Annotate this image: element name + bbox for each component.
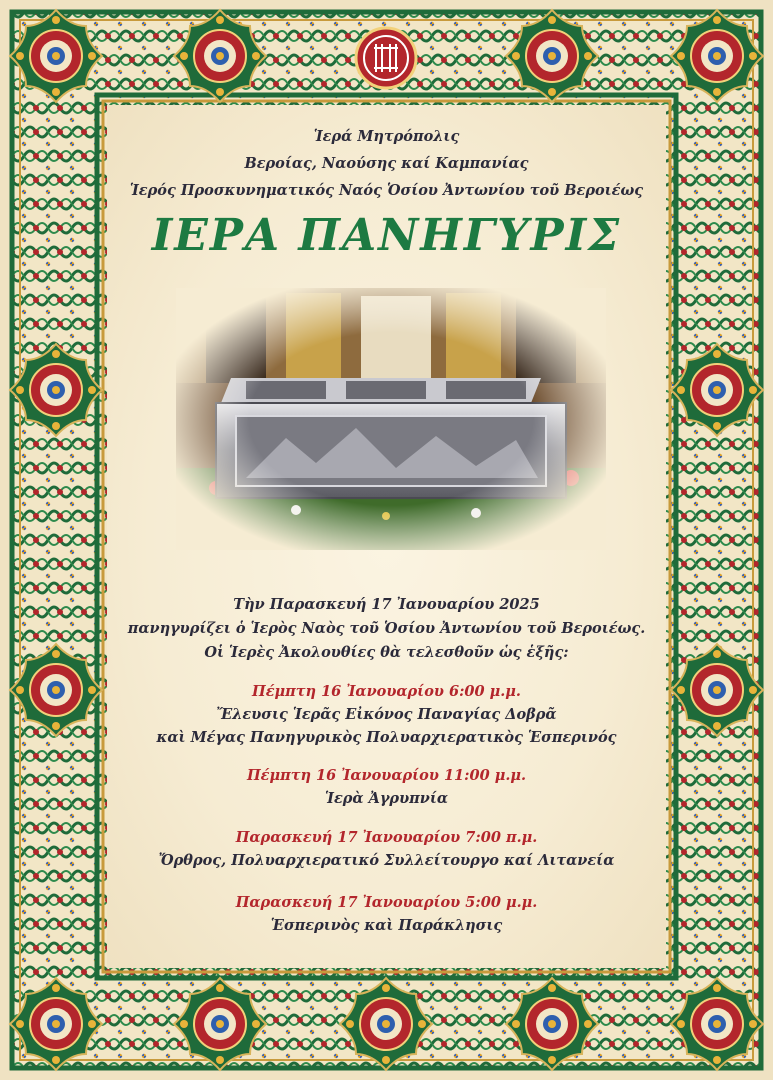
schedule-when: Πέμπτη 16 Ἰανουαρίου 11:00 μ.μ.	[246, 767, 527, 784]
intro-line-3: Οἱ Ἱερὲς Ἀκολουθίες θὰ τελεσθοῦν ὡς ἑξῆς:	[204, 644, 569, 661]
metropolis-emblem-icon	[356, 28, 416, 88]
header-line-1: Ἱερά Μητρόπολις	[313, 128, 460, 145]
schedule-what: Ὄρθρος, Πολυαρχιερατικό Συλλείτουργο καί Λιτανεία	[158, 852, 615, 869]
header-line-2: Βεροίας, Ναούσης καί Καμπανίας	[244, 155, 529, 172]
poster-title: ΙΕΡΑ ΠΑΝΗΓΥΡΙΣ	[151, 210, 622, 261]
schedule-when: Πέμπτη 16 Ἰανουαρίου 6:00 μ.μ.	[252, 683, 521, 700]
schedule-when: Παρασκευή 17 Ἰανουαρίου 7:00 π.μ.	[235, 829, 538, 846]
reliquary-photo	[176, 288, 606, 550]
intro-line-1: Τὴν Παρασκευή 17 Ἰανουαρίου 2025	[233, 596, 540, 613]
schedule-when: Παρασκευή 17 Ἰανουαρίου 5:00 μ.μ.	[235, 894, 538, 911]
schedule-what: Ἱερὰ Ἀγρυπνία	[325, 790, 448, 807]
intro-line-2: πανηγυρίζει ὁ Ἱερὸς Ναὸς τοῦ Ὁσίου Ἀντωνίου τοῦ Βεροιέως.	[127, 620, 646, 637]
schedule-what: Ἔλευσις Ἱερᾶς Εἰκόνος Παναγίας Δοβρᾶ	[216, 706, 557, 723]
schedule-what: καὶ Μέγας Πανηγυρικὸς Πολυαρχιερατικὸς Ἑσπερινός	[156, 729, 617, 746]
header-line-3: Ἱερός Προσκυνηματικός Ναός Ὁσίου Ἀντωνίου τοῦ Βεροιέως	[129, 182, 644, 199]
schedule-what: Ἑσπερινὸς καὶ Παράκλησις	[270, 917, 503, 934]
